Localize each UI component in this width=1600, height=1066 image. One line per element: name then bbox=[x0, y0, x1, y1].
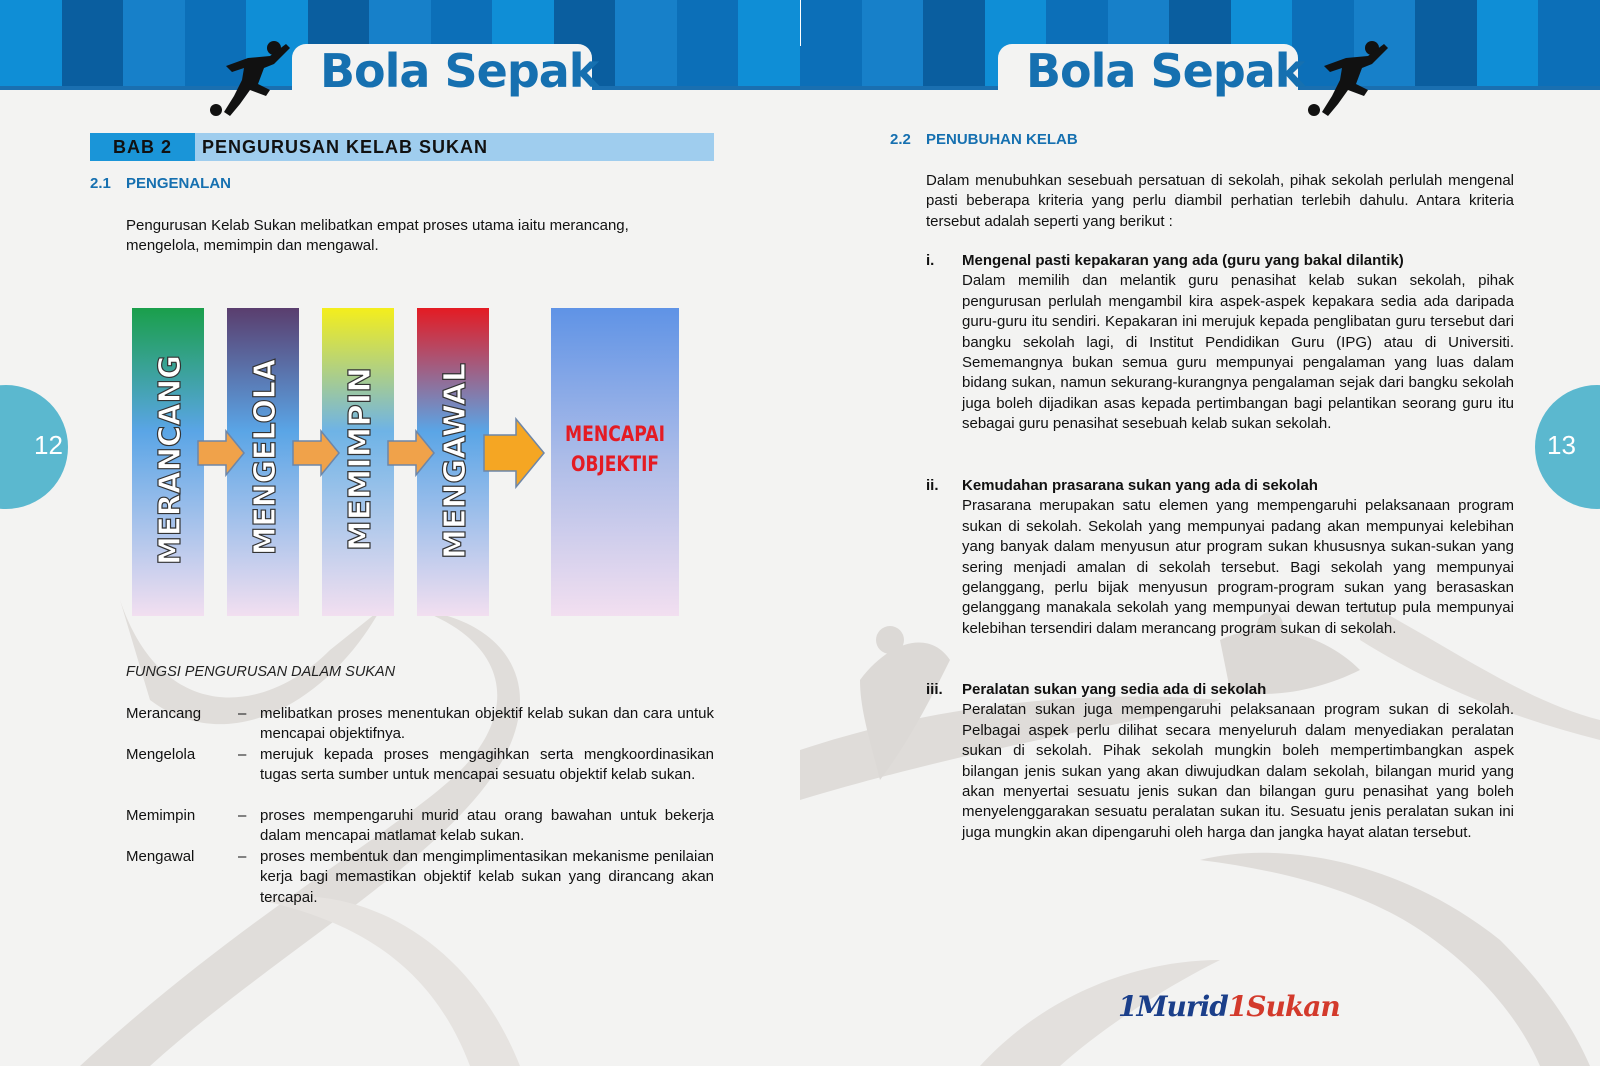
arrow-right-icon bbox=[484, 419, 544, 487]
functions-title: FUNGSI PENGURUSAN DALAM SUKAN bbox=[126, 664, 396, 680]
logo-part-1sukan: 1Sukan bbox=[1227, 990, 1340, 1023]
criteria-number: ii. bbox=[926, 477, 939, 494]
criteria-number: iii. bbox=[926, 681, 943, 698]
function-dash: – bbox=[238, 746, 247, 763]
section-title: PENGENALAN bbox=[126, 175, 232, 192]
criteria-heading: Mengenal pasti kepakaran yang ada (guru yang bakal dilantik) bbox=[962, 252, 1404, 269]
criteria-number: i. bbox=[926, 252, 935, 269]
function-definition: proses mempengaruhi murid atau orang bawahan untuk bekerja dalam mencapai matlamat kelab sukan. bbox=[260, 807, 714, 845]
step-label-mengelola: MENGELOLA bbox=[248, 348, 283, 555]
function-dash: – bbox=[238, 807, 247, 824]
function-term: Mengelola bbox=[126, 746, 196, 763]
chapter-label: BAB 2 bbox=[90, 133, 195, 161]
chapter-banner bbox=[90, 133, 714, 161]
criteria-heading: Peralatan sukan yang sedia ada di sekolah bbox=[962, 681, 1267, 698]
section-heading bbox=[890, 131, 1078, 148]
page-divider bbox=[800, 0, 801, 46]
criteria-body: Dalam memilih dan melantik guru penasihat kelab sukan sekolah, pihak pengurusan perlulah mengambil kira aspek-aspek kepakara sedia ada daripada guru-guru itu sendiri. Kepakaran ini merujuk kepada penglibatan guru tersebut dari bangku sekolah lagi, di Institut Pendidikan Guru (IPG) atau di Universiti. Sememangnya bukan semua guru mempunyai pengalaman yang luas dalam bidang sukan, namun sekurang-kurangnya pengalaman sejak dari bangku sekolah juga boleh dijadikan asas kepada pertimbangan bagi pelantikan seorang guru itu sebagai guru penasihat sesebuah kelab sukan sekolah. bbox=[962, 272, 1514, 433]
page-title: Bola Sepak bbox=[1026, 44, 1305, 98]
step-label-memimpin: MEMIMPIN bbox=[343, 371, 378, 551]
step-label-mengawal: MENGAWAL bbox=[438, 362, 473, 559]
function-definition: merujuk kepada proses mengagihkan serta mengkoordinasikan tugas serta sumber untuk mencapai sesuatu objektif kelab sukan. bbox=[260, 746, 714, 784]
function-definition: melibatkan proses menentukan objektif kelab sukan dan cara untuk mencapai objektifnya. bbox=[260, 705, 714, 743]
section-number: 2.1 bbox=[90, 175, 111, 192]
football-player-icon bbox=[1306, 38, 1392, 118]
function-dash: – bbox=[238, 705, 247, 722]
function-term: Merancang bbox=[126, 705, 202, 722]
step-label-merancang: MERANCANG bbox=[153, 348, 188, 565]
logo-part-1murid: 1Murid bbox=[1118, 990, 1228, 1023]
chapter-title: PENGURUSAN KELAB SUKAN bbox=[202, 137, 489, 157]
criteria-body: Prasarana merupakan satu elemen yang mempengaruhi pelaksanaan program sukan di sekolah. Sekolah yang mempunyai padang akan mempunyai kelebihan yang banyak dalam menyusun atur program sukan khususnya sukan-sukan yang sering menjadi amalan di sekolah tersebut. Bagi sekolah yang mempunyai gelanggang, perlu bijak menyusun program-program sukan yang berasaskan gelanggang manakala sekolah yang mempunyai dewan tertutup pula mempunyai kelebihan tersendiri dalam merancang program sukan di sekolah. bbox=[962, 497, 1514, 637]
goal-label-line1: MENCAPAI bbox=[565, 422, 665, 446]
1murid-1sukan-logo bbox=[1118, 990, 1340, 1023]
criteria-body: Peralatan sukan juga mempengaruhi pelaksanaan program sukan di sekolah. Pelbagai aspek perlu dilihat secara menyeluruh dalam menyediakan peralatan sukan di sekolah. Pihak sekolah mungkin boleh mempertimbangkan aspek bilangan jenis sukan yang akan diwujudkan dalam sekolah, bilangan murid yang akan menyertai sesuatu jenis sukan dan bilangan guru penasihat yang boleh menyelenggarakan sesuatu peralatan sukan itu. Sesuatu jenis peralatan sukan ini juga mungkin akan dipengaruhi oleh harga dan jangka hayat alatan tersebut. bbox=[962, 701, 1514, 841]
section-heading bbox=[90, 175, 231, 192]
goal-label-line2: OBJEKTIF bbox=[571, 452, 659, 476]
section-number: 2.2 bbox=[890, 131, 911, 148]
process-diagram bbox=[126, 305, 686, 625]
intro-paragraph: Dalam menubuhkan sesebuah persatuan di sekolah, pihak sekolah perlulah mengenal pasti beberapa kriteria yang perlu diambil perhatian terlebih dahulu. Antara kriteria tersebut adalah seperti yang berikut : bbox=[926, 172, 1514, 230]
page-number: 12 bbox=[34, 430, 63, 460]
section-title: PENUBUHAN KELAB bbox=[926, 131, 1078, 148]
page-number: 13 bbox=[1547, 430, 1576, 460]
football-player-icon bbox=[208, 38, 294, 118]
criteria-heading: Kemudahan prasarana sukan yang ada di sekolah bbox=[962, 477, 1318, 494]
function-definition: proses membentuk dan mengimplimentasikan mekanisme penilaian kerja bagi memastikan objektif kelab sukan yang dirancang akan tercapai. bbox=[260, 848, 714, 906]
function-dash: – bbox=[238, 848, 247, 865]
function-term: Memimpin bbox=[126, 807, 196, 824]
function-term: Mengawal bbox=[126, 848, 195, 865]
page-title: Bola Sepak bbox=[320, 44, 599, 98]
intro-paragraph: Pengurusan Kelab Sukan melibatkan empat proses utama iaitu merancang, mengelola, memimpin dan mengawal. bbox=[126, 217, 629, 255]
